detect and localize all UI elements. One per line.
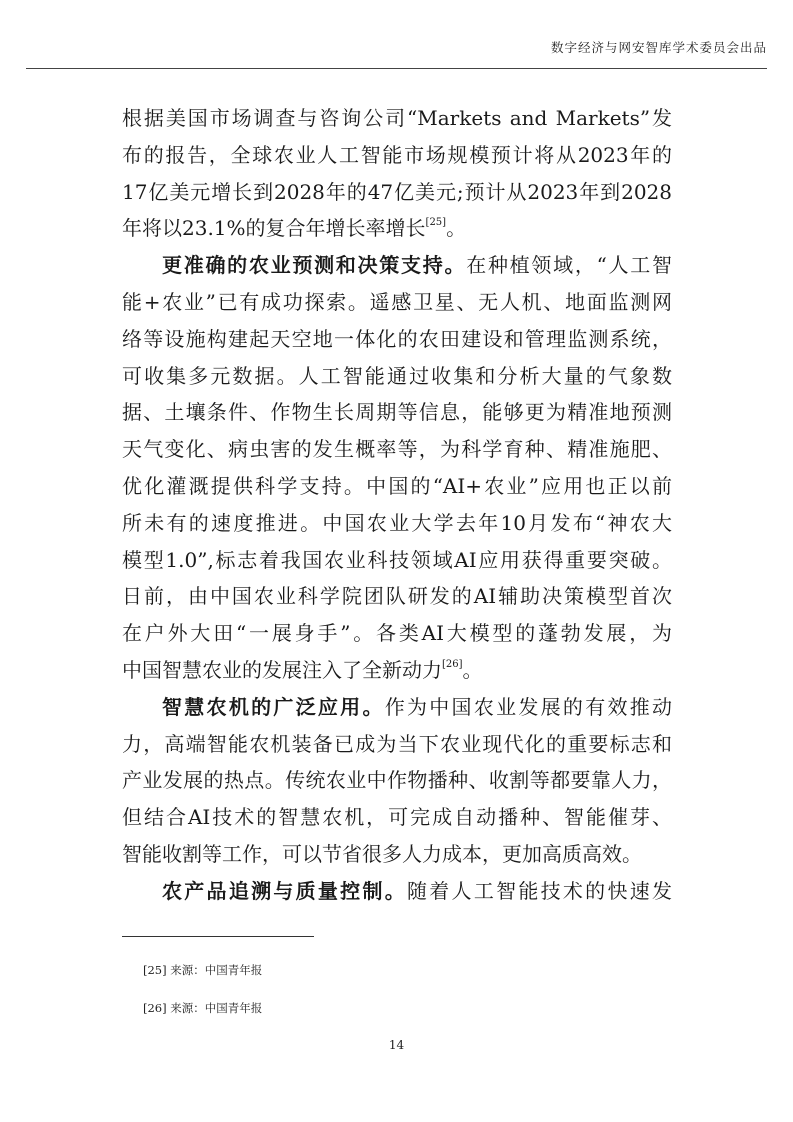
line-text: 能+农业”已有成功探索。遥感卫星、无人机、地面监测网 bbox=[122, 289, 672, 314]
header-divider bbox=[26, 68, 767, 69]
line-text: 据、土壤条件、作物生长周期等信息，能够更为精准地预测 bbox=[122, 400, 672, 425]
line-text: 。 bbox=[462, 657, 483, 682]
section-heading: 更准确的农业预测和决策支持。 bbox=[162, 253, 467, 278]
footnote bbox=[143, 962, 262, 978]
page-number: 14 bbox=[388, 1038, 405, 1052]
line-text: 力，高端智能农机装备已成为当下农业现代化的重要标志和 bbox=[122, 731, 672, 756]
text-line bbox=[122, 100, 672, 137]
text-line bbox=[122, 394, 672, 431]
line-text: 17亿美元增长到2028年的47亿美元;预计从2023年到2028 bbox=[122, 179, 672, 204]
line-text: 产业发展的热点。传统农业中作物播种、收割等都要靠人力， bbox=[122, 768, 672, 793]
line-text: 智能收割等工作，可以节省很多人力成本，更加高质高效。 bbox=[122, 841, 642, 866]
line-text: 可收集多元数据。人工智能通过收集和分析大量的气象数 bbox=[122, 363, 672, 388]
line-text: 天气变化、病虫害的发生概率等，为科学育种、精准施肥、 bbox=[122, 437, 672, 462]
line-text: 但结合AI技术的智慧农机，可完成自动播种、智能催芽、 bbox=[122, 805, 672, 830]
footnote-divider bbox=[122, 936, 314, 937]
text-line bbox=[122, 689, 672, 726]
text-line bbox=[122, 284, 672, 321]
footnote-text: 来源：中国青年报 bbox=[170, 963, 263, 977]
section-heading: 农产品追溯与质量控制。 bbox=[162, 878, 407, 903]
text-line bbox=[122, 210, 672, 247]
section-heading: 智慧农机的广泛应用。 bbox=[162, 694, 385, 719]
body-text bbox=[122, 100, 672, 910]
text-line bbox=[122, 615, 672, 652]
footnote-ref[interactable]: [25] bbox=[425, 217, 447, 229]
line-text: 络等设施构建起天空地一体化的农田建设和管理监测系统， bbox=[122, 326, 672, 351]
text-line bbox=[122, 431, 672, 468]
text-line bbox=[122, 799, 672, 836]
text-line bbox=[122, 358, 672, 395]
text-line bbox=[122, 652, 672, 689]
header-title: 数字经济与网安智库学术委员会出品 bbox=[550, 40, 767, 55]
text-line bbox=[122, 137, 672, 174]
text-line bbox=[122, 505, 672, 542]
line-text: 根据美国市场调查与咨询公司“Markets and Markets”发 bbox=[122, 106, 672, 130]
line-text: 日前，由中国农业科学院团队研发的AI辅助决策模型首次 bbox=[122, 584, 672, 609]
line-text: 随着人工智能技术的快速发 bbox=[407, 878, 672, 903]
line-text: 优化灌溉提供科学支持。中国的“AI+农业”应用也正以前 bbox=[122, 473, 672, 498]
text-line bbox=[122, 873, 672, 910]
line-text: 模型1.0”,标志着我国农业科技领域AI应用获得重要突破。 bbox=[122, 547, 672, 572]
footnote-text: 来源：中国青年报 bbox=[170, 1001, 263, 1015]
line-text: 所未有的速度推进。中国农业大学去年10月发布“神农大 bbox=[122, 510, 672, 535]
line-text: 作为中国农业发展的有效推动 bbox=[384, 694, 672, 719]
text-line bbox=[122, 468, 672, 505]
text-line bbox=[122, 542, 672, 579]
line-text: 在户外大田“一展身手”。各类AI大模型的蓬勃发展，为 bbox=[122, 621, 672, 646]
line-text: 年将以23.1%的复合年增长率增长 bbox=[122, 216, 426, 241]
text-line bbox=[122, 726, 672, 763]
text-line bbox=[122, 762, 672, 799]
footnote-ref[interactable]: [26] bbox=[442, 658, 463, 670]
line-text: 布的报告，全球农业人工智能市场规模预计将从2023年的 bbox=[122, 142, 672, 167]
line-text: 。 bbox=[446, 216, 467, 241]
footnote-number: [25] bbox=[143, 963, 167, 977]
text-line bbox=[122, 578, 672, 615]
text-line bbox=[122, 836, 672, 873]
footnote-number: [26] bbox=[143, 1001, 167, 1015]
text-line bbox=[122, 247, 672, 284]
text-line bbox=[122, 321, 672, 358]
footnote bbox=[143, 1000, 262, 1016]
line-text: 在种植领域，“人工智 bbox=[466, 253, 672, 278]
line-text: 中国智慧农业的发展注入了全新动力 bbox=[122, 657, 442, 682]
text-line bbox=[122, 174, 672, 211]
